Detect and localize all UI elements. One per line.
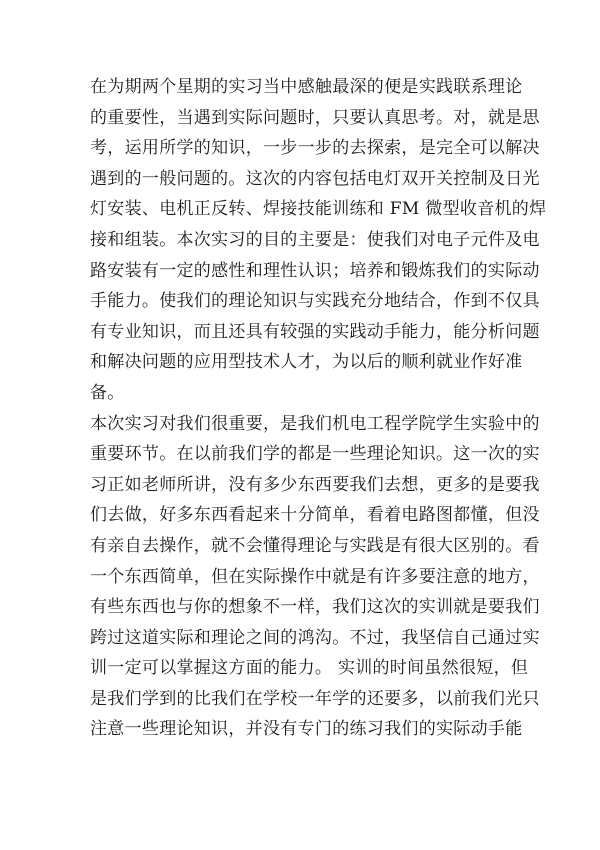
text-line: 跨过这道实际和理论之间的鸿沟。不过，我坚信自己通过实 xyxy=(90,627,540,648)
text-line: 和解决问题的应用型技术人才，为以后的顺利就业作好准 xyxy=(90,352,523,373)
text-line: 有专业知识，而且还具有较强的实践动手能力，能分析问题 xyxy=(90,321,540,342)
text-line: 注意一些理论知识，并没有专门的练习我们的实际动手能 xyxy=(90,719,523,740)
text-line: 在为期两个星期的实习当中感触最深的便是实践联系理论 xyxy=(90,77,523,97)
text-line: 接和组装。本次实习的目的主要是：使我们对电子元件及电 xyxy=(90,229,540,250)
text-line: 训一定可以掌握这方面的能力。 实训的时间虽然很短，但 xyxy=(90,658,529,679)
paragraph-2 xyxy=(90,409,540,746)
text-line: 是我们学到的比我们在学校一年学的还要多，以前我们光只 xyxy=(90,688,540,709)
text-line: 考，运用所学的知识，一步一步的去探索，是完全可以解决 xyxy=(90,138,540,159)
text-line: 手能力。使我们的理论知识与实践充分地结合，作到不仅具 xyxy=(90,291,540,312)
text-line: 有亲自去操作，就不会懂得理论与实践是有很大区别的。看 xyxy=(90,535,540,556)
paragraph-1 xyxy=(90,72,547,409)
text-line: 灯安装、电机正反转、焊接技能训练和 FM 微型收音机的焊 xyxy=(90,199,547,220)
text-line: 备。 xyxy=(90,382,125,403)
text-line: 有些东西也与你的想象不一样，我们这次的实训就是要我们 xyxy=(90,597,540,618)
text-line: 本次实习对我们很重要，是我们机电工程学院学生实验中的 xyxy=(90,413,540,434)
text-line: 遇到的一般问题的。这次的内容包括电灯双开关控制及日光 xyxy=(90,168,540,189)
text-line: 重要环节。在以前我们学的都是一些理论知识。这一次的实 xyxy=(90,444,540,465)
document-body xyxy=(90,72,547,745)
text-line: 路安装有一定的感性和理性认识；培养和锻炼我们的实际动 xyxy=(90,260,540,281)
text-line: 习正如老师所讲，没有多少东西要我们去想，更多的是要我 xyxy=(90,474,540,495)
text-line: 一个东西简单，但在实际操作中就是有许多要注意的地方， xyxy=(90,566,540,587)
text-line: 的重要性，当遇到实际问题时，只要认真思考。对，就是思 xyxy=(90,107,540,128)
text-line: 们去做，好多东西看起来十分简单，看着电路图都懂，但没 xyxy=(90,505,540,526)
